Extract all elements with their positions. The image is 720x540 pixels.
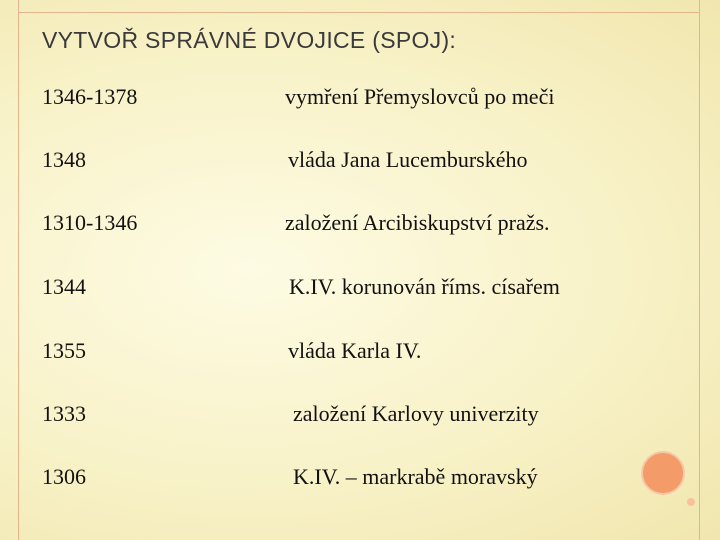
pair-row [0,464,720,500]
year-cell: 1346-1378 [42,84,138,109]
pair-row [0,401,720,437]
event-cell: založení Karlovy univerzity [293,401,539,426]
year-cell: 1355 [42,338,86,363]
event-cell: založení Arcibiskupství pražs. [285,210,550,235]
pair-row [0,84,720,120]
event-cell: K.IV. korunován říms. císařem [289,274,560,299]
year-cell: 1333 [42,401,86,426]
pair-row [0,147,720,183]
pair-row [0,274,720,310]
year-cell: 1310-1346 [42,210,138,235]
event-cell: vymření Přemyslovců po meči [285,84,555,109]
slide-title: VYTVOŘ SPRÁVNÉ DVOJICE (SPOJ): [42,27,457,53]
year-cell: 1306 [42,464,86,489]
year-cell: 1348 [42,147,86,172]
event-cell: K.IV. – markrabě moravský [293,464,538,489]
frame-top-border [18,0,700,13]
pair-row [0,210,720,246]
event-cell: vláda Karla IV. [288,338,422,363]
year-cell: 1344 [42,274,86,299]
pair-row [0,338,720,374]
event-cell: vláda Jana Lucemburského [288,147,528,172]
